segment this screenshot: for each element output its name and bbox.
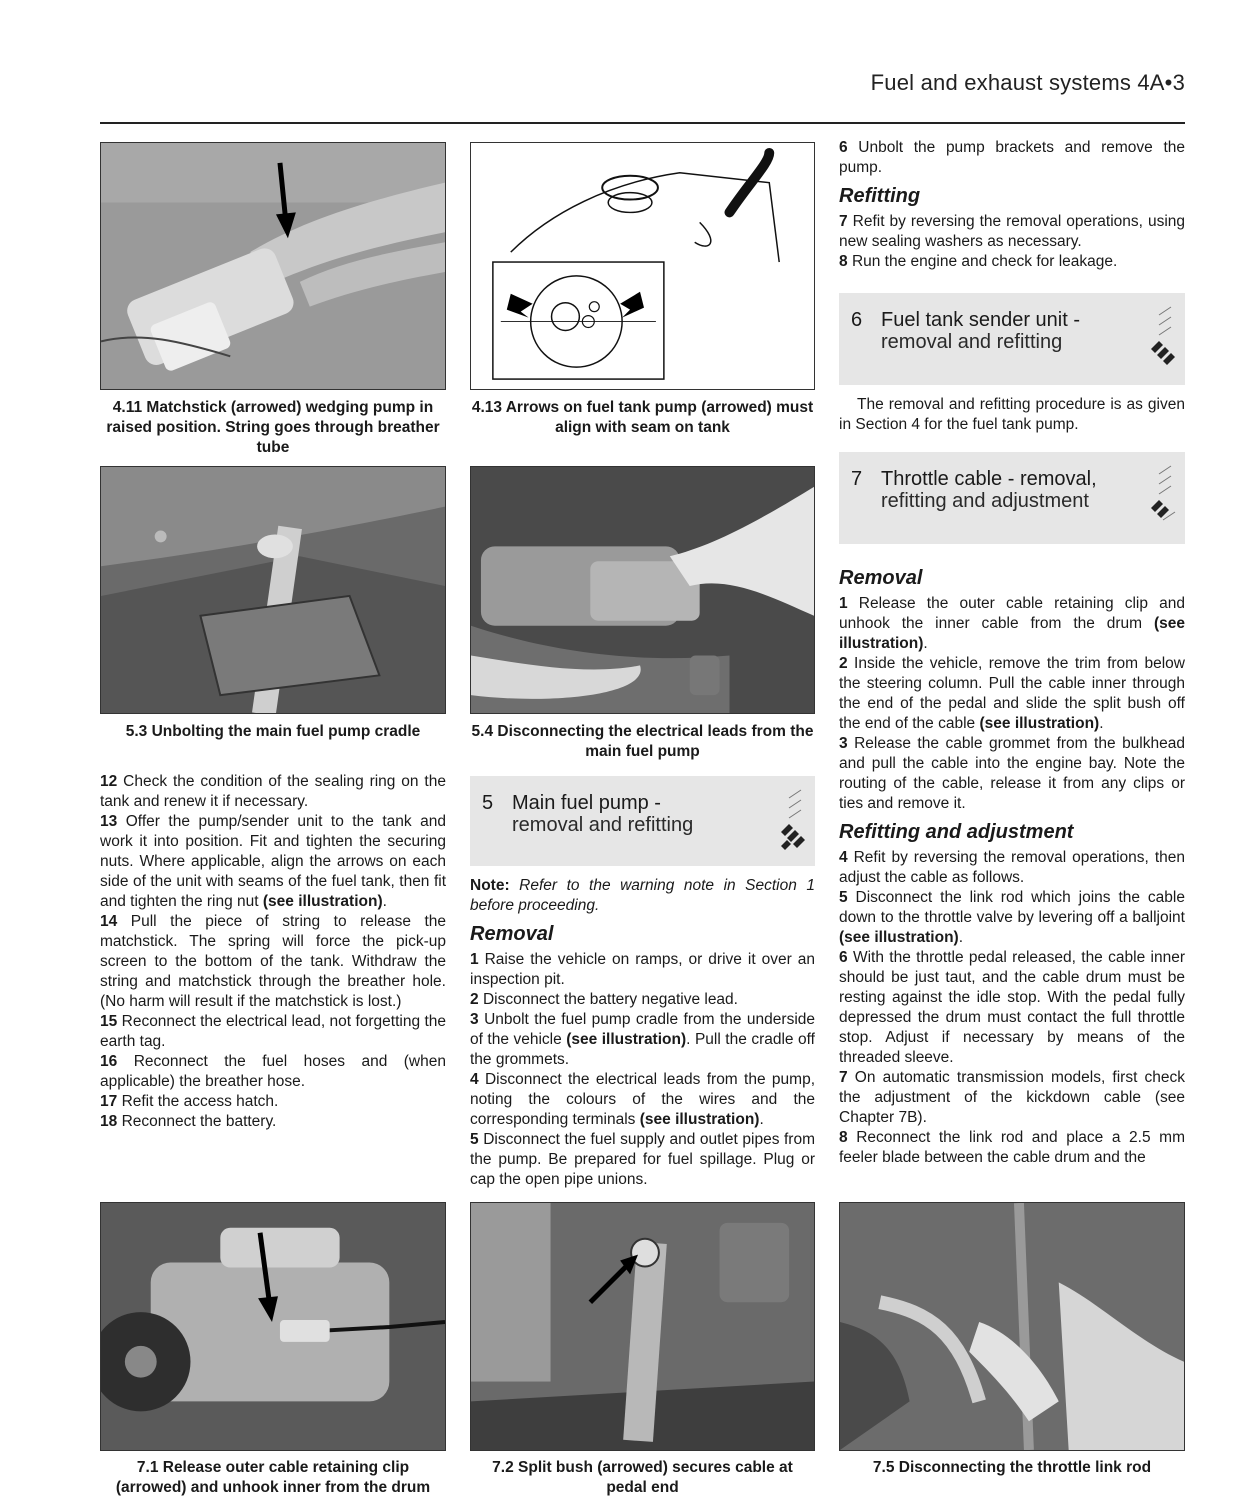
note-line: Note: Refer to the warning note in Section 1 before proceeding. bbox=[470, 877, 815, 914]
photo-7-5 bbox=[839, 1202, 1185, 1451]
difficulty-spanner-icon bbox=[1149, 464, 1177, 528]
column-2-text bbox=[470, 876, 815, 1190]
section-7-number: 7 bbox=[851, 468, 863, 490]
caption-7-5: 7.5 Disconnecting the throttle link rod bbox=[872, 1459, 1152, 1476]
section-6-text: The removal and refitting procedure is as given in Section 4 for the fuel tank pump. bbox=[839, 396, 1185, 433]
step-7-2: 2 Inside the vehicle, remove the trim from below the steering column. Pull the cable inner through the end of the pedal and slide the split bush off the end of the cable (see illustration). bbox=[839, 655, 1185, 732]
para-17: 17 Refit the access hatch. bbox=[100, 1093, 279, 1110]
step-5-1: 1 Raise the vehicle on ramps, or drive it over an inspection pit. bbox=[470, 951, 815, 988]
para-16: 16 Reconnect the fuel hoses and (when applicable) the breather hose. bbox=[100, 1053, 446, 1090]
step-7-4: 4 Refit by reversing the removal operations, then adjust the cable as follows. bbox=[839, 849, 1185, 886]
section-5-heading-box bbox=[470, 776, 815, 866]
step-5-3: 3 Unbolt the fuel pump cradle from the underside of the vehicle (see illustration). Pull the cradle off the grommets. bbox=[470, 1011, 815, 1068]
section-6-heading-box bbox=[839, 293, 1185, 385]
caption-7-1: 7.1 Release outer cable retaining clip (arrowed) and unhook inner from the drum bbox=[115, 1459, 431, 1496]
section-6-number: 6 bbox=[851, 309, 863, 331]
removal-heading-5: Removal bbox=[470, 923, 554, 945]
step-7-1: 1 Release the outer cable retaining clip and unhook the inner cable from the drum (see illustration). bbox=[839, 595, 1186, 652]
difficulty-spanner-icon bbox=[1149, 305, 1177, 369]
section-5-title: Main fuel pump - removal and refitting bbox=[512, 792, 694, 836]
section-6-title: Fuel tank sender unit - removal and refitting bbox=[881, 309, 1080, 353]
removal-heading-7: Removal bbox=[839, 567, 923, 589]
photo-7-2 bbox=[470, 1202, 815, 1451]
step-5-2: 2 Disconnect the battery negative lead. bbox=[470, 991, 738, 1008]
step-5-7: 7 Refit by reversing the removal operations, using new sealing washers as necessary. bbox=[839, 213, 1185, 250]
section-7-heading-box bbox=[839, 452, 1185, 544]
refitting-adjustment-heading: Refitting and adjustment bbox=[839, 821, 1074, 843]
section-5-number: 5 bbox=[482, 792, 494, 814]
caption-5-3: 5.3 Unbolting the main fuel pump cradle bbox=[125, 723, 421, 740]
para-12: 12 Check the condition of the sealing ring on the tank and renew it if necessary. bbox=[100, 773, 446, 810]
refitting-heading-5: Refitting bbox=[839, 185, 921, 207]
step-7-6: 6 With the throttle pedal released, the cable inner should be just taut, and the cable drum must be resting against the idle stop. With the pedal fully depressed the drum must contact the full throttle stop. Adjust if necessary by means of the threaded sleeve. bbox=[839, 949, 1185, 1066]
para-15: 15 Reconnect the electrical lead, not forgetting the earth tag. bbox=[100, 1013, 446, 1050]
photo-7-1 bbox=[100, 1202, 446, 1451]
photo-4-11 bbox=[100, 142, 446, 390]
para-14: 14 Pull the piece of string to release the matchstick. The spring will force the pick-up screen to the bottom of the tank. Withdraw the string and matchstick through the breather hole. (No harm will result if the matchstick is lost.) bbox=[100, 913, 447, 1010]
section-7-title: Throttle cable - removal, refitting and adjustment bbox=[881, 468, 1097, 512]
column-3-lower-text bbox=[839, 560, 1185, 1168]
caption-4-11: 4.11 Matchstick (arrowed) wedging pump in raised position. String goes through breather tube bbox=[106, 399, 440, 456]
step-5-6: 6 Unbolt the pump brackets and remove the pump. bbox=[839, 139, 1185, 176]
photo-5-4 bbox=[470, 466, 815, 714]
column-1-text bbox=[100, 772, 446, 1132]
column-3-upper-text bbox=[839, 138, 1185, 272]
difficulty-spanner-icon bbox=[779, 788, 807, 852]
step-7-5: 5 Disconnect the link rod which joins the cable down to the throttle valve by levering off a balljoint (see illustration). bbox=[839, 889, 1185, 946]
para-18: 18 Reconnect the battery. bbox=[100, 1113, 277, 1130]
photo-5-3 bbox=[100, 466, 446, 714]
header-rule bbox=[100, 122, 1185, 124]
step-5-8: 8 Run the engine and check for leakage. bbox=[839, 253, 1118, 270]
step-5-4: 4 Disconnect the electrical leads from the pump, noting the colours of the wires and the corresponding terminals (see illustration). bbox=[470, 1071, 816, 1128]
step-7-8: 8 Reconnect the link rod and place a 2.5 mm feeler blade between the cable drum and the bbox=[839, 1129, 1185, 1166]
caption-7-2: 7.2 Split bush (arrowed) secures cable at pedal end bbox=[492, 1459, 793, 1496]
photo-4-13 bbox=[470, 142, 815, 390]
page-header-title: Fuel and exhaust systems 4A•3 bbox=[870, 70, 1185, 95]
step-7-3: 3 Release the cable grommet from the bulkhead and pull the cable into the engine bay. Note the routing of the cable, release it from any clips or ties and remove it. bbox=[839, 735, 1185, 812]
caption-4-13: 4.13 Arrows on fuel tank pump (arrowed) must align with seam on tank bbox=[471, 399, 814, 436]
step-7-7: 7 On automatic transmission models, first check the adjustment of the kickdown cable (see Chapter 7B). bbox=[839, 1069, 1186, 1126]
step-5-5: 5 Disconnect the fuel supply and outlet pipes from the pump. Be prepared for fuel spillage. Plug or cap the open pipe unions. bbox=[470, 1131, 816, 1188]
para-13: 13 Offer the pump/sender unit to the tank and work it into position. Fit and tighten the securing nuts. Where applicable, align the arrows on each side of the unit with seams of the fuel tank, then fit and tighten the ring nut (see illustration). bbox=[100, 813, 446, 910]
caption-5-4: 5.4 Disconnecting the electrical leads from the main fuel pump bbox=[471, 723, 814, 760]
